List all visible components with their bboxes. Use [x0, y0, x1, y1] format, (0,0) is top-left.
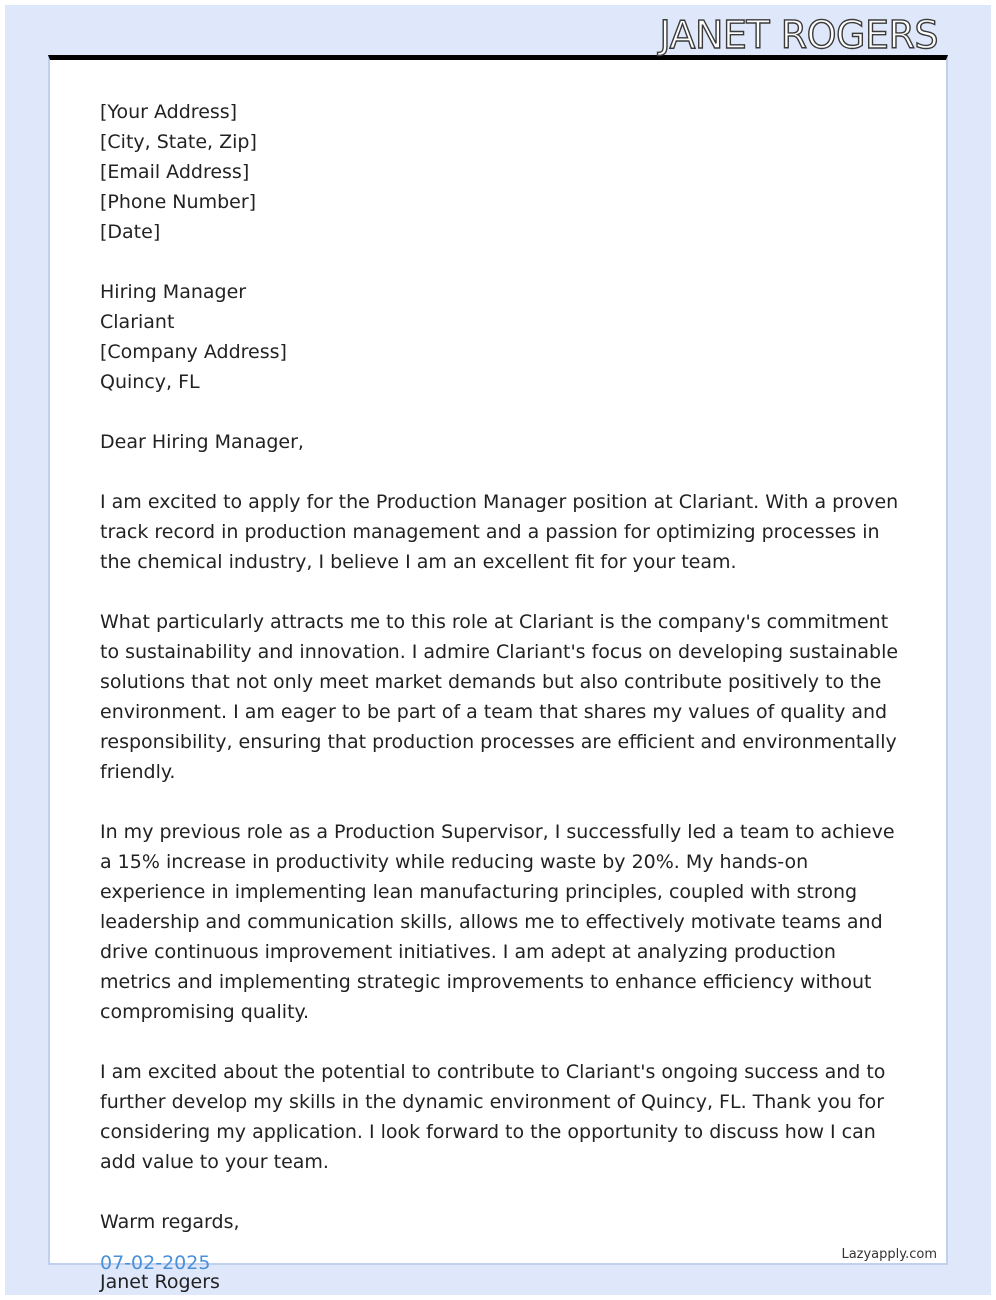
paragraph-intro: I am excited to apply for the Production Manager position at Clariant. With a proven track record in production management and a passion for optimizing processes in the chemical industry, I believe I am an excellent fit for your team. [100, 491, 899, 573]
sender-email: [Email Address] [100, 161, 250, 183]
applicant-name-header: JANET ROGERS [659, 13, 938, 57]
recipient-block [100, 277, 910, 397]
footer-date: 07-02-2025 [100, 1252, 211, 1274]
sender-date: [Date] [100, 221, 161, 243]
footer-brand: Lazyapply.com [841, 1247, 937, 1262]
paragraph-experience: In my previous role as a Production Supervisor, I successfully led a team to achieve a 15% increase in productivity while reducing waste by 20%. My hands-on experience in implementing lean manufacturing principles, coupled with strong leadership and communication skills, allows me to effectively motivate teams and drive continuous improvement initiatives. I am adept at analyzing production metrics and implementing strategic improvements to enhance efficiency without compromising quality. [100, 821, 895, 1023]
paragraph-motivation: What particularly attracts me to this role at Clariant is the company's commitment to sustainability and innovation. I admire Clariant's focus on developing sustainable solutions that not only meet market demands but also contribute positively to the environment. I am eager to be part of a team that shares my values of quality and responsibility, ensuring that production processes are efficient and environmentally friendly. [100, 611, 899, 783]
paragraph-closing: I am excited about the potential to contribute to Clariant's ongoing success and to further develop my skills in the dynamic environment of Quincy, FL. Thank you for considering my application. I look forward to the opportunity to discuss how I can add value to your team. [100, 1061, 886, 1173]
sender-city-state-zip: [City, State, Zip] [100, 131, 257, 153]
signature-name: Janet Rogers [100, 1271, 220, 1293]
sender-block [100, 97, 910, 247]
recipient-address: [Company Address] [100, 341, 287, 363]
sender-phone: [Phone Number] [100, 191, 257, 213]
sender-address: [Your Address] [100, 101, 238, 123]
recipient-title: Hiring Manager [100, 281, 247, 303]
closing-phrase: Warm regards, [100, 1211, 240, 1233]
recipient-location: Quincy, FL [100, 371, 200, 393]
recipient-company: Clariant [100, 311, 175, 333]
letter-body [100, 97, 910, 1297]
salutation: Dear Hiring Manager, [100, 431, 304, 453]
